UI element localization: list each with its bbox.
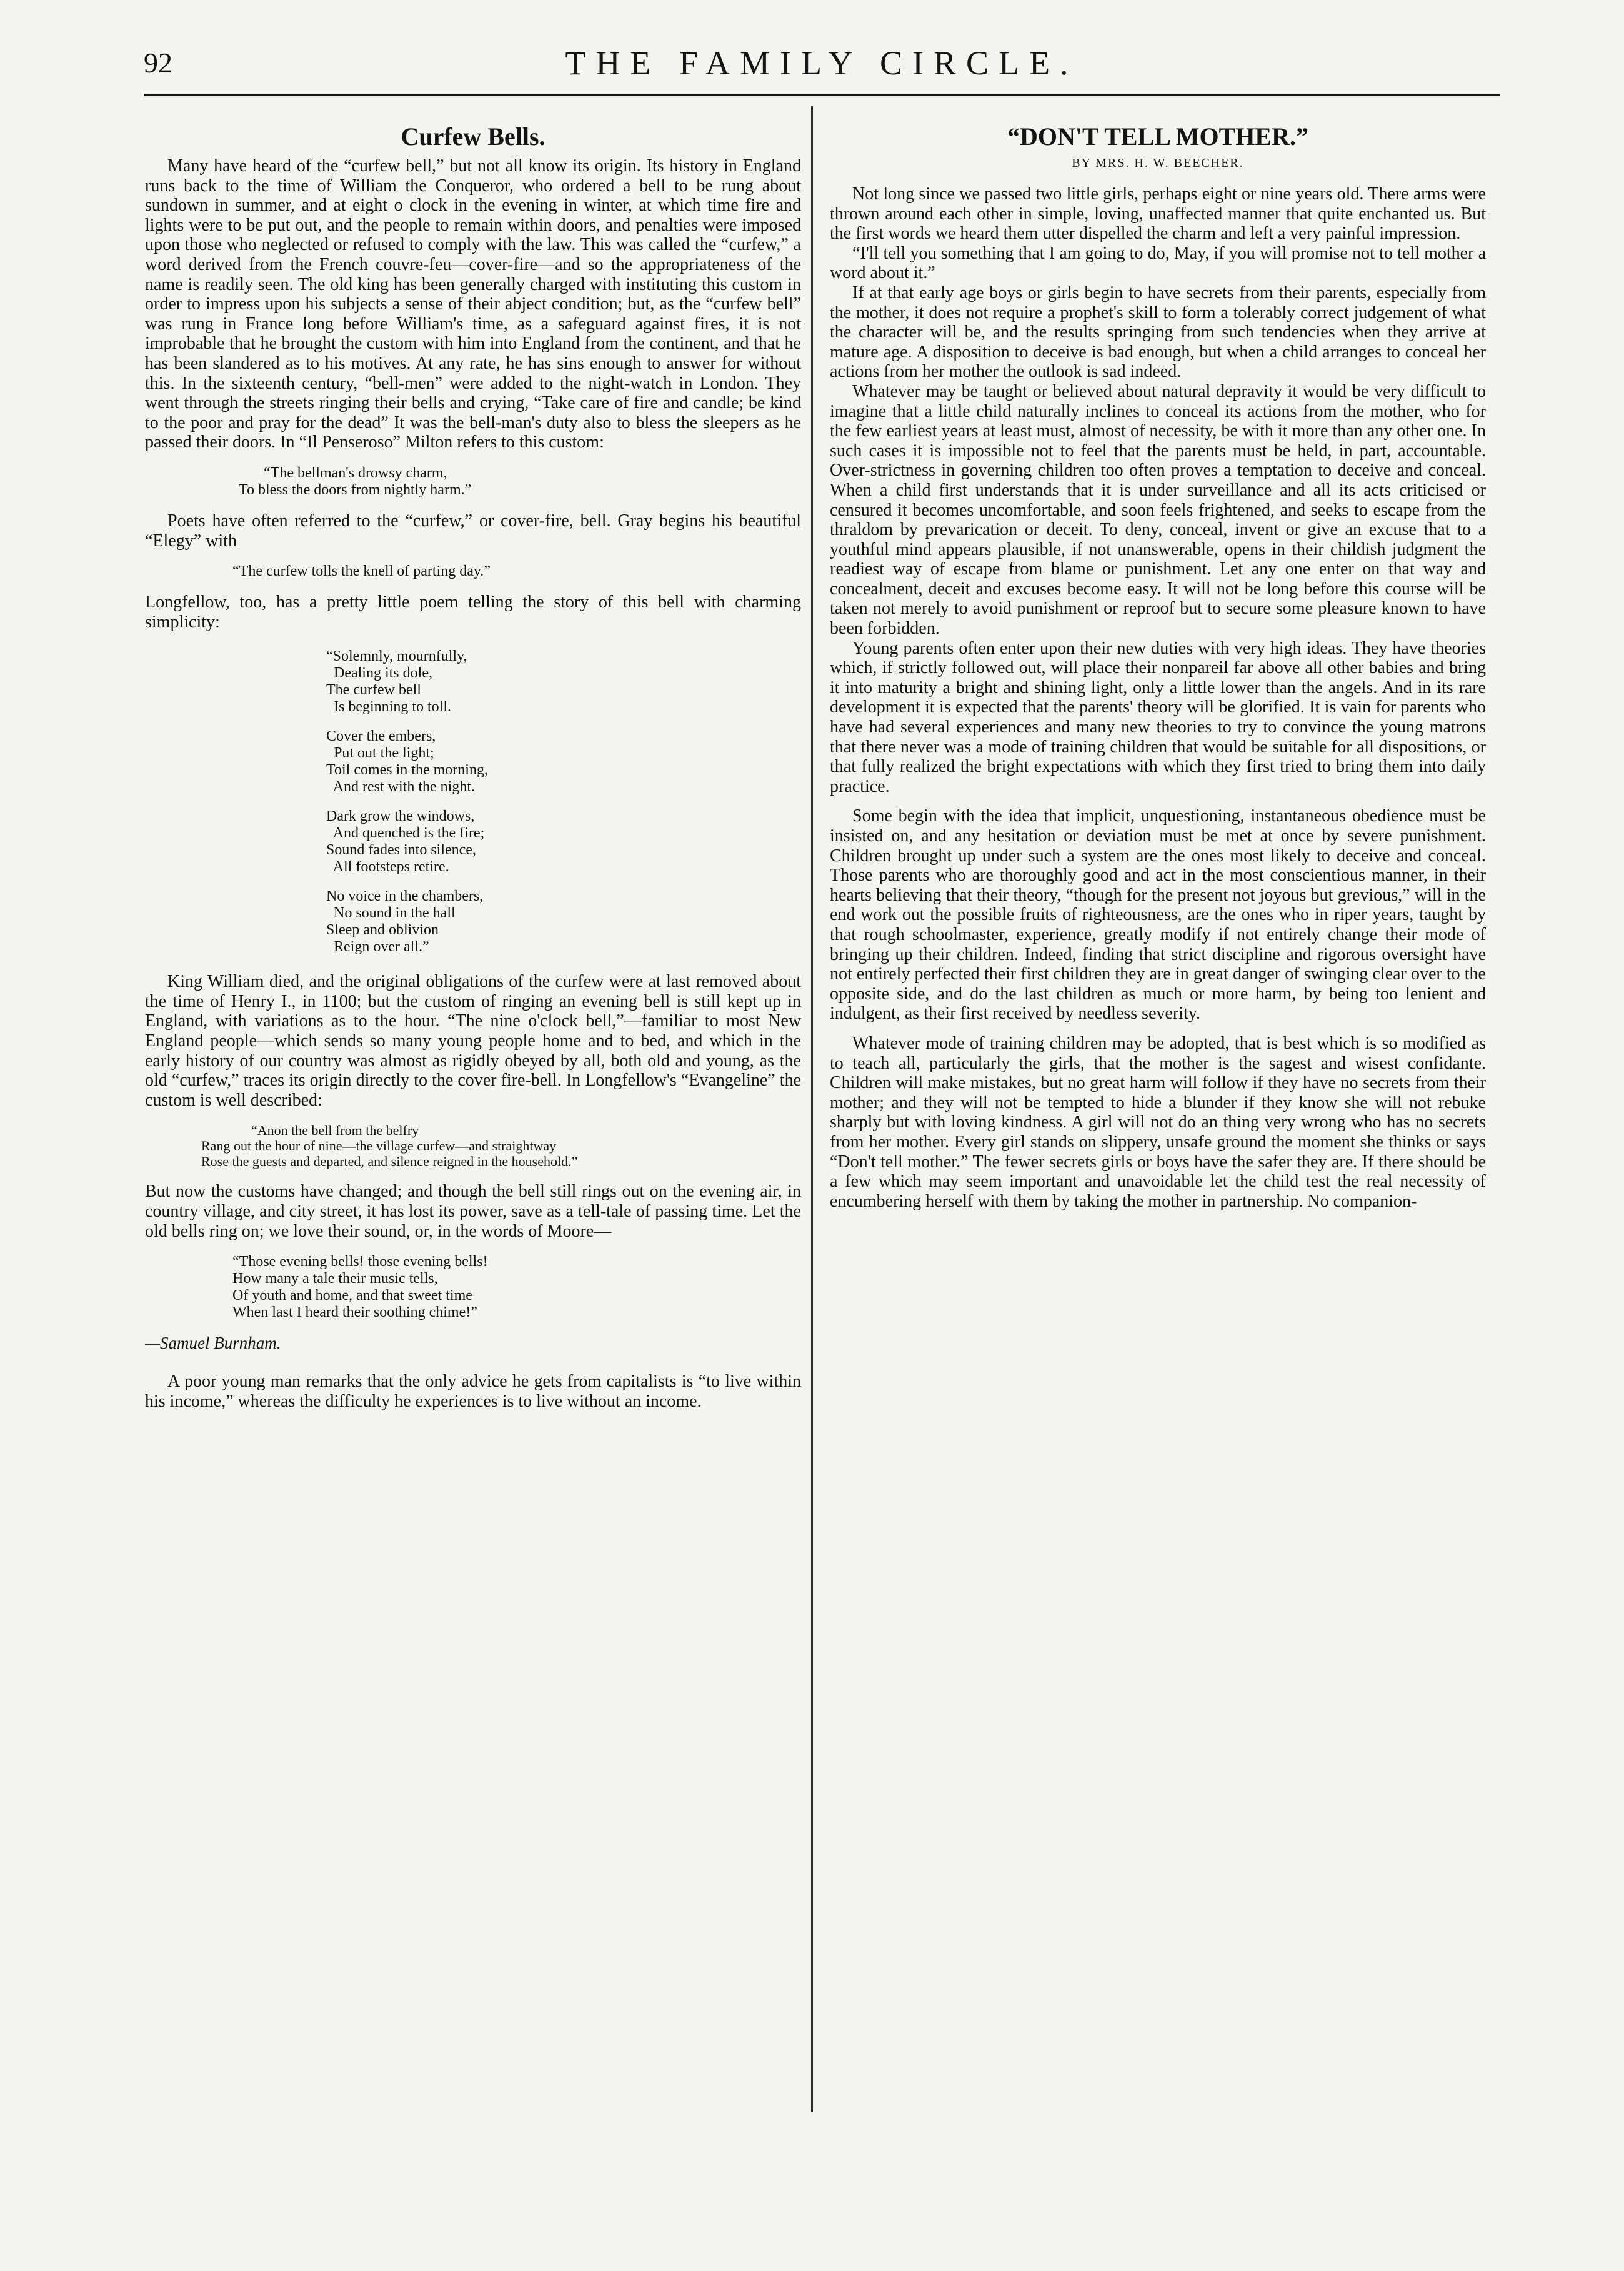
paragraph: Not long since we passed two little girls, perhaps eight or nine years old. There arms were thrown around each other in simple, loving, unaffected manner that quite enchanted us. But the first words we heard them utter dispelled the charm and left a very painful impression. [830, 184, 1486, 244]
byline: BY MRS. H. W. BEECHER. [1072, 156, 1244, 170]
article-title-dont-tell-mother: “DON'T TELL MOTHER.” [1007, 122, 1308, 151]
poem-longfellow [326, 648, 801, 956]
paragraph: Longfellow, too, has a pretty little poem telling the story of this bell with charming simplicity: [145, 592, 801, 632]
spacer [830, 796, 1486, 806]
verse-line: Rose the guests and departed, and silence reigned in the household.” [201, 1154, 578, 1170]
verse-line: All footsteps retire. [326, 859, 449, 876]
right-column [830, 122, 1486, 1211]
verse-line: When last I heard their soothing chime!” [232, 1304, 477, 1321]
verse-line: “Solemnly, mournfully, [326, 648, 467, 665]
paragraph: A poor young man remarks that the only advice he gets from capitalists is “to live within his income,” whereas the difficulty he experiences is to live without an income. [145, 1372, 801, 1411]
verse-line: Cover the embers, [326, 728, 436, 745]
verse-line: Of youth and home, and that sweet time [232, 1287, 472, 1304]
page-number: 92 [144, 47, 172, 79]
stanza [326, 888, 801, 956]
stanza [326, 648, 801, 716]
verse-line: Is beginning to toll. [326, 699, 451, 716]
page-header [144, 44, 1500, 87]
paragraph: Whatever mode of training children may be adopted, that is best which is so modified as to teach all, particularly the girls, that the mother is the sagest and wisest confidante. Children will make mistakes, but no great harm will follow if they have no secrets from their mother; and they will not be tempted to hide a blunder if they know she will not rebuke sharply but with loving kindness. A girl will not do an thing very wrong who has no secrets from her mother. Every girl stands on slippery, unsafe ground the moment she thinks or says “Don't tell mother.” The fewer secrets girls or boys have the safer they are. If there should be a few which may seem important and unavoidable let the child test the real necessity of encumbering herself with them by taking the mother in partnership. No companion- [830, 1033, 1486, 1211]
verse-line: To bless the doors from nightly harm.” [239, 481, 472, 498]
verse-line: “Anon the bell from the belfry [251, 1122, 419, 1139]
verse-line: The curfew bell [326, 682, 421, 699]
stanza [326, 808, 801, 876]
verse-line: Sound fades into silence, [326, 842, 476, 859]
article-title-curfew-bells: Curfew Bells. [401, 122, 545, 151]
quotation-moore [232, 1254, 801, 1321]
quotation-gray [232, 563, 801, 580]
running-title: THE FAMILY CIRCLE. [565, 44, 1079, 82]
paragraph: Many have heard of the “curfew bell,” but not all know its origin. Its history in England runs back to the time of William the Conqueror, who ordered a bell to be rung about sundown in summer, and at eight o clock in the evening in winter, at which time fire and lights were to be put out, and the people to remain within doors, and penalties were imposed upon those who neglected or refused to comply with the law. This was called the “curfew,” a word derived from the French couvre-feu—cover-fire—and so the appropriateness of the name is readily seen. The old king has been generally charged with instituting this custom in order to impress upon his subjects a sense of their abject condition; but, as the “curfew bell” was rung in France long before William's time, as a safeguard against fires, it is not improbable that he brought the custom with him into England from the continent, and that he has been slandered as to his motives. At any rate, he has sins enough to answer for without this. In the sixteenth century, “bell-men” were added to the night-watch in London. They went through the streets ringing their bells and crying, “Take care of fire and candle; be kind to the poor and pray for the dead” It was the bell-man's duty also to bless the sleepers as he passed their doors. In “Il Penseroso” Milton refers to this custom: [145, 156, 801, 452]
quotation-evangeline [201, 1122, 801, 1169]
column-divider [811, 106, 813, 2112]
author-signature: —Samuel Burnham. [145, 1334, 281, 1353]
verse-line: No voice in the chambers, [326, 888, 484, 905]
verse-line: And rest with the night. [326, 779, 475, 796]
verse-line: “The curfew tolls the knell of parting day.” [232, 563, 491, 580]
paragraph: “I'll tell you something that I am going to do, May, if you will promise not to tell mother a word about it.” [830, 243, 1486, 283]
spacer [830, 1024, 1486, 1034]
verse-line: How many a tale their music tells, [232, 1270, 438, 1287]
left-column [145, 122, 801, 1411]
paragraph: If at that early age boys or girls begin to have secrets from their parents, especially from the mother, it does not require a prophet's skill to form a tolerably correct judgement of what the character will be, and the results springing from such tendencies when they arrive at mature age. A disposition to deceive is bad enough, but when a child arranges to conceal her actions from her mother the outlook is sad indeed. [830, 282, 1486, 382]
verse-line: Reign over all.” [326, 939, 429, 956]
paragraph: King William died, and the original obligations of the curfew were at last removed about the time of Henry I., in 1100; but the custom of ringing an evening bell is still kept up in England, with variations as to the hour. “The nine o'clock bell,”—familiar to most New England people—which sends so many young people home and to bed, and which in the early history of our country was almost as rigidly obeyed by all, both old and young, as the old “curfew,” traces its origin directly to the cover fire-bell. In Longfellow's “Evangeline” the custom is well described: [145, 972, 801, 1110]
paragraph: But now the customs have changed; and though the bell still rings out on the evening air, in country village, and city street, it has lost its power, save as a tell-tale of passing time. Let the old bells ring on; we love their sound, or, in the words of Moore— [145, 1182, 801, 1241]
verse-line: Dealing its dole, [326, 665, 432, 682]
stanza [326, 728, 801, 796]
quotation-milton [239, 465, 801, 499]
header-rule [144, 94, 1500, 96]
verse-line: Dark grow the windows, [326, 808, 475, 825]
paragraph: Whatever may be taught or believed about natural depravity it would be very difficult to imagine that a little child naturally inclines to conceal its actions from the mother, who for the few earliest years at least must, almost of necessity, be with it more than any other one. In such cases it is impossible not to feel that the parents must be held, in part, accountable. Over-strictness in governing children too often proves a temptation to deceive and conceal. When a child first understands that it is under surveillance and all its acts criticised or censured it becomes uncomfortable, and soon feels frightened, and seeks to escape from the thraldom by prevarication or deceit. To deny, conceal, invent or give an excuse that to a youthful mind appears plausible, if not unanswerable, opens in their childish judgment the readiest way of escape from blame or punishment. Let any one enter on that way and concealment, deceit and excuses become easy. It will not be long before this course will be taken not merely to avoid punishment or reproof but to secure some pleasure known to have been forbidden. [830, 381, 1486, 639]
verse-line: Sleep and oblivion [326, 922, 439, 939]
verse-line: No sound in the hall [326, 905, 456, 922]
paragraph: Poets have often referred to the “curfew,” or cover-fire, bell. Gray begins his beautiful “Elegy” with [145, 511, 801, 551]
paragraph: Young parents often enter upon their new duties with very high ideas. They have theories which, if strictly followed out, will place their nonpareil far above all other babies and bring it into maturity a bright and shining light, only a little lower than the angels. And in its rare development it is expected that the parents' theory will be glorified. It is vain for parents who have had several experiences and many new theories to try to convince the young matrons that there never was a mode of training children that would be suitable for all dispositions, or that fully realized the bright expectations with which they first tried to bring them into daily practice. [830, 638, 1486, 796]
verse-line: Rang out the hour of nine—the village curfew—and straightway [201, 1138, 557, 1154]
verse-line: Toil comes in the morning, [326, 762, 488, 779]
verse-line: “The bellman's drowsy charm, [264, 464, 447, 481]
verse-line: And quenched is the fire; [326, 825, 485, 842]
verse-line: Put out the light; [326, 745, 434, 762]
verse-line: “Those evening bells! those evening bells! [232, 1254, 488, 1270]
paragraph: Some begin with the idea that implicit, unquestioning, instantaneous obedience must be insisted on, and any hesitation or deviation must be met at once by severe punishment. Children brought up under such a system are the ones most likely to deceive and conceal. Those parents who are thoroughly good and act in the most conscientious manner, in their hearts believing that their theory, “though for the present not joyous but grevious,” will in the end work out the possible fruits of righteousness, are the ones who in riper years, taught by that rough schoolmaster, experience, greatly modify if not entirely change their mode of bringing up their children. Indeed, finding that strict discipline and rigorous oversight have not entirely perfected their first children they are in great danger of swinging clear over to the opposite side, and do the last children as much or more harm, by being too lenient and indulgent, as their first received by needless severity. [830, 806, 1486, 1024]
